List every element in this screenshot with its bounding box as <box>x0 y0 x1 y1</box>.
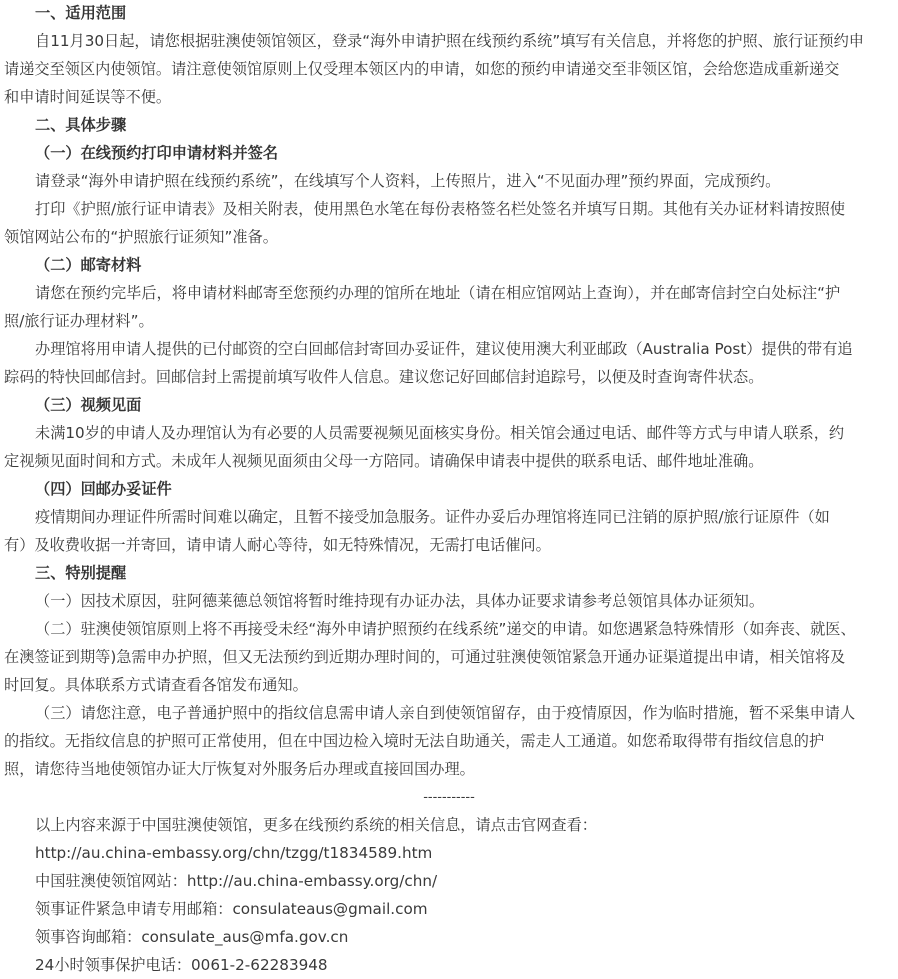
reminder-3-line-2: 的指纹。无指纹信息的护照可正常使用，但在中国边检入境时无法自助通关，需走人工通道。如您希取得带有指纹信息的护 <box>4 732 825 750</box>
footer-hotline: 24小时领事保护电话：0061-2-62283948 <box>35 956 328 974</box>
footer-url-link[interactable]: http://au.china-embassy.org/chn/tzgg/t1834589.htm <box>35 844 433 862</box>
mail-materials-line-1: 请您在预约完毕后，将申请材料邮寄至您预约办理的馆所在地址（请在相应馆网站上查询），并在邮寄信封空白处标注“护 <box>35 284 841 302</box>
reminder-1-line-1: （一）因技术原因，驻阿德莱德总领馆将暂时维持现有办证办法，具体办证要求请参考总领馆具体办证须知。 <box>35 592 764 610</box>
return-documents-line-2: 有）及收费收据一并寄回，请申请人耐心等待，如无特殊情况，无需打电话催问。 <box>4 536 551 554</box>
footer-website: 中国驻澳使领馆网站：http://au.china-embassy.org/chn/ <box>35 872 438 890</box>
subheading-return-documents: （四）回邮办妥证件 <box>35 480 172 498</box>
subheading-mail-materials: （二）邮寄材料 <box>35 256 142 274</box>
mail-materials-line-4: 踪码的特快回邮信封。回邮信封上需提前填写收件人信息。建议您记好回邮信封追踪号，以便及时查询寄件状态。 <box>4 368 764 386</box>
reminder-3-line-1: （三）请您注意，电子普通护照中的指纹信息需申请人亲自到使领馆留存，由于疫情原因，作为临时措施，暂不采集申请人 <box>35 704 856 722</box>
online-appointment-line-1: 请登录“海外申请护照在线预约系统”，在线填写个人资料，上传照片，进入“不见面办理”预约界面，完成预约。 <box>35 172 781 190</box>
scope-paragraph-line-2: 请递交至领区内使领馆。请注意使领馆原则上仅受理本领区内的申请，如您的预约申请递交至非领区馆，会给您造成重新递交 <box>4 60 840 78</box>
online-appointment-line-2: 打印《护照/旅行证申请表》及相关附表，使用黑色水笔在每份表格签名栏处签名并填写日期。其他有关办证材料请按照使 <box>35 200 846 218</box>
footer-intro: 以上内容来源于中国驻澳使领馆，更多在线预约系统的相关信息，请点击官网查看： <box>35 816 597 834</box>
video-meeting-line-1: 未满10岁的申请人及办理馆认为有必要的人员需要视频见面核实身份。相关馆会通过电话、邮件等方式与申请人联系，约 <box>35 424 845 442</box>
section-heading-reminders: 三、特别提醒 <box>35 564 127 582</box>
footer-consult-email: 领事咨询邮箱：consulate_aus@mfa.gov.cn <box>35 928 349 946</box>
reminder-2-line-3: 时回复。具体联系方式请查看各馆发布通知。 <box>4 676 308 694</box>
subheading-video-meeting: （三）视频见面 <box>35 396 142 414</box>
video-meeting-line-2: 定视频见面时间和方式。未成年人视频见面须由父母一方陪同。请确保申请表中提供的联系电话、邮件地址准确。 <box>4 452 764 470</box>
reminder-2-line-1: （二）驻澳使领馆原则上将不再接受未经“海外申请护照预约在线系统”递交的申请。如您遇紧急特殊情形（如奔丧、就医、 <box>35 620 856 638</box>
mail-materials-line-3: 办理馆将用申请人提供的已付邮资的空白回邮信封寄回办妥证件，建议使用澳大利亚邮政（Australia Post）提供的带有追 <box>35 340 853 358</box>
return-documents-line-1: 疫情期间办理证件所需时间难以确定，且暂不接受加急服务。证件办妥后办理馆将连同已注销的原护照/旅行证原件（如 <box>35 508 830 526</box>
reminder-2-line-2: 在澳签证到期等)急需申办护照，但又无法预约到近期办理时间的，可通过驻澳使领馆紧急开通办证渠道提出申请，相关馆将及 <box>4 648 846 666</box>
separator: ----------- <box>423 790 475 805</box>
mail-materials-line-2: 照/旅行证办理材料”。 <box>4 312 154 330</box>
online-appointment-line-3: 领馆网站公布的“护照旅行证须知”准备。 <box>4 228 278 246</box>
section-heading-scope: 一、适用范围 <box>35 4 127 22</box>
scope-paragraph-line-3: 和申请时间延误等不便。 <box>4 88 172 106</box>
section-heading-steps: 二、具体步骤 <box>35 116 127 134</box>
scope-paragraph-line-1: 自11月30日起，请您根据驻澳使领馆领区，登录“海外申请护照在线预约系统”填写有关信息，并将您的护照、旅行证预约申 <box>35 32 864 50</box>
subheading-online-appointment: （一）在线预约打印申请材料并签名 <box>35 144 278 162</box>
reminder-3-line-3: 照，请您待当地使领馆办证大厅恢复对外服务后办理或直接回国办理。 <box>4 760 475 778</box>
footer-urgent-email: 领事证件紧急申请专用邮箱：consulateaus@gmail.com <box>35 900 428 918</box>
